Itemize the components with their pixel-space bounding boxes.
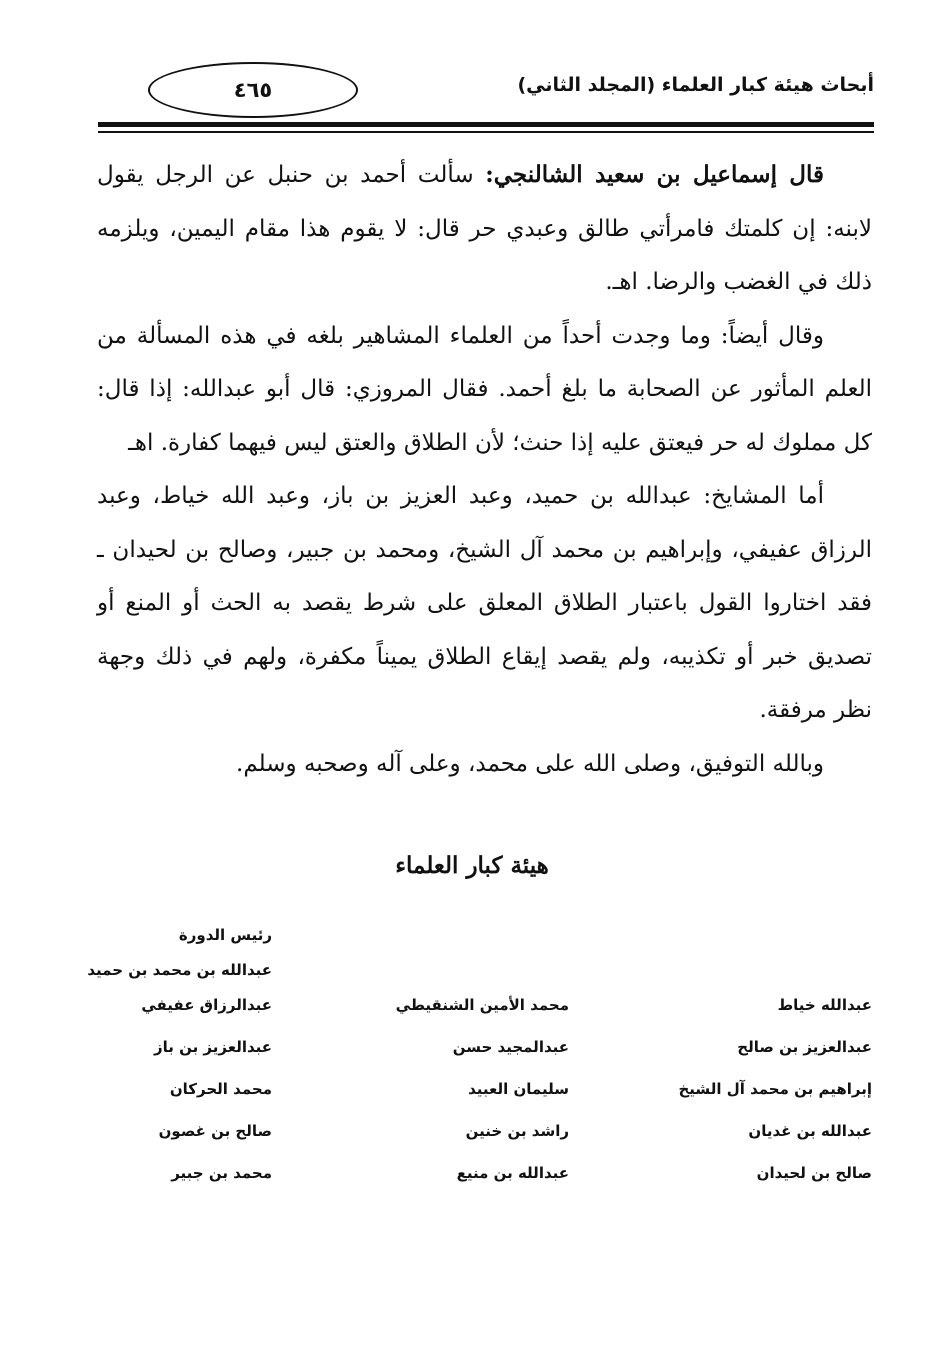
committee-title: هيئة كبار العلماء: [395, 852, 549, 879]
signature-left-2: عبدالعزيز بن باز: [153, 1038, 272, 1056]
signature-middle-3: سليمان العبيد: [468, 1080, 569, 1098]
signature-right-3: إبراهيم بن محمد آل الشيخ: [678, 1080, 872, 1098]
signature-middle-1: محمد الأمين الشنقيطي: [395, 996, 569, 1014]
signature-right-2: عبدالعزيز بن صالح: [737, 1038, 872, 1056]
paragraph-1-rest: سألت أحمد بن حنبل عن الرجل يقول لابنه: إن كلمتك فامرأتي طالق وعبدي حر قال: لا يقوم هذا مقام اليمين، ويلزمه ذلك في الغضب والرضا. اهـ.: [97, 162, 872, 295]
signature-left-5: محمد بن جبير: [171, 1164, 272, 1182]
paragraph-3: أما المشايخ: عبدالله بن حميد، وعبد العزيز بن باز، وعبد الله خياط، وعبد الرزاق عفيفي، وإبراهيم بن محمد آل الشيخ، ومحمد بن جبير، وصالح بن لحيدان ـ فقد اختاروا القول باعتبار الطلاق المعلق على شرط يقصد به الحث أو المنع أو تصديق خبر أو تكذيبه، ولم يقصد إيقاع الطلاق يميناً مكفرة، ولهم في ذلك وجهة نظر مرفقة.: [97, 483, 872, 723]
page-header: [98, 62, 874, 132]
signature-left-1: عبدالرزاق عفيفي: [141, 996, 272, 1014]
session-chair-name: عبدالله بن محمد بن حميد: [87, 961, 272, 979]
body-text: [97, 148, 872, 791]
paragraph-1: [97, 148, 872, 310]
signature-left-3: محمد الحركان: [169, 1080, 272, 1098]
header-rule-thick: [98, 122, 874, 127]
signature-middle-5: عبدالله بن منيع: [456, 1164, 569, 1182]
signature-right-1: عبدالله خياط: [777, 996, 872, 1014]
page-number: ٤٦٥: [148, 62, 358, 118]
header-rule-thin: [98, 131, 874, 133]
signature-middle-4: راشد بن خنين: [465, 1122, 569, 1140]
paragraph-1-lead: قال إسماعيل بن سعيد الشالنجي:: [485, 161, 824, 188]
signature-right-5: صالح بن لحيدان: [756, 1164, 872, 1182]
session-chair-label: رئيس الدورة: [178, 926, 272, 944]
signature-right-4: عبدالله بن غديان: [748, 1122, 872, 1140]
paragraph-4: وبالله التوفيق، وصلى الله على محمد، وعلى آله وصحبه وسلم.: [236, 750, 824, 777]
paragraph-2: وقال أيضاً: وما وجدت أحداً من العلماء المشاهير بلغه في هذه المسألة من العلم المأثور عن الصحابة ما بلغ أحمد. فقال المروزي: قال أبو عبدالله: إذا قال: كل مملوك له حر فيعتق عليه إذا حنث؛ لأن الطلاق والعتق ليس فيهما كفارة. اهـ: [97, 322, 872, 456]
signature-middle-2: عبدالمجيد حسن: [452, 1038, 569, 1056]
running-title: أبحاث هيئة كبار العلماء (المجلد الثاني): [517, 74, 874, 96]
signature-left-4: صالح بن غصون: [158, 1122, 272, 1140]
